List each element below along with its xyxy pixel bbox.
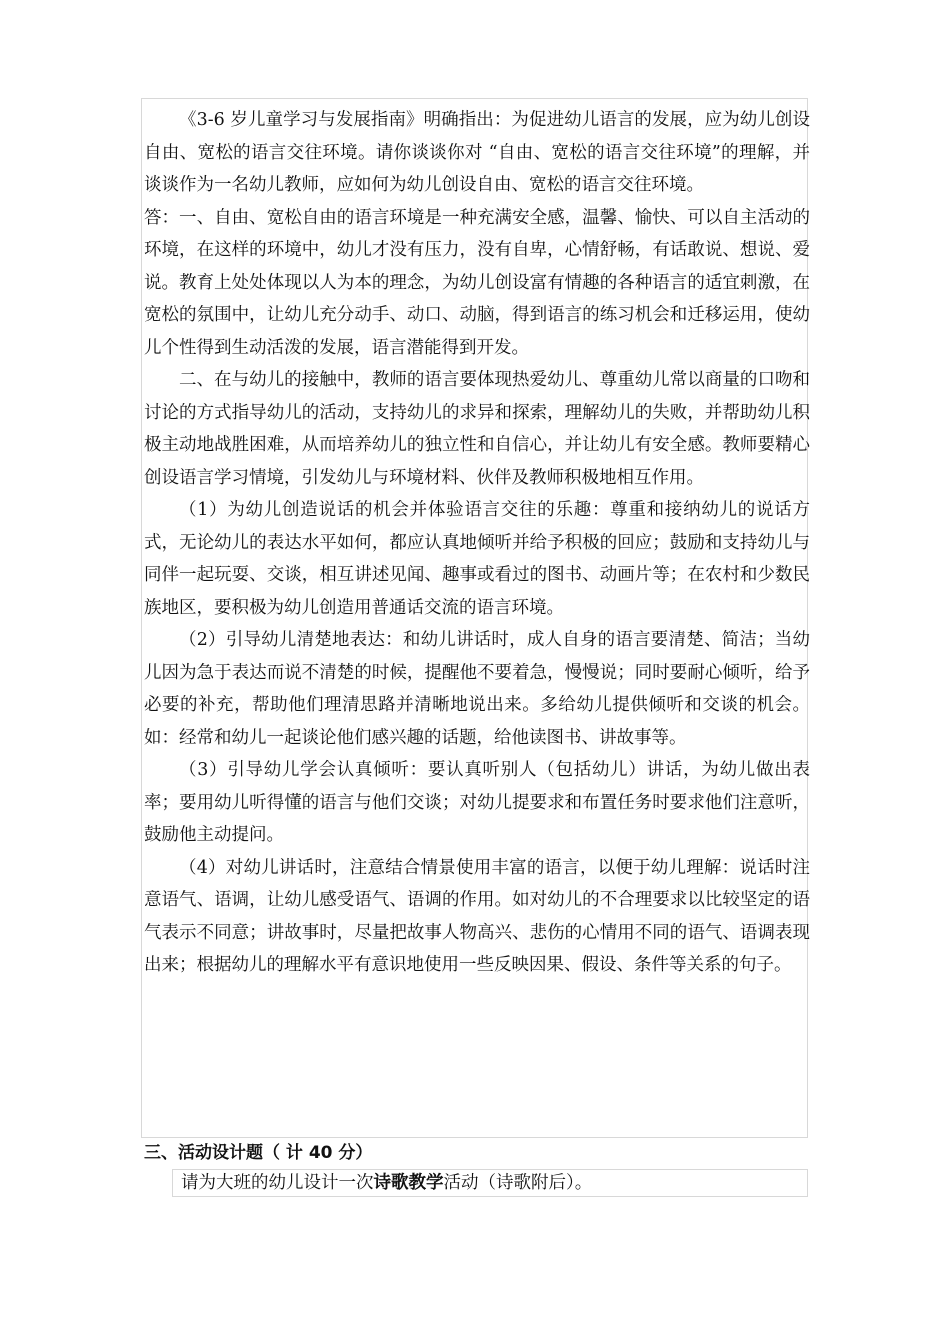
answer-paragraph-2: 二、在与幼儿的接触中，教师的语言要体现热爱幼儿、尊重幼儿常以商量的口吻和讨论的方式指导幼儿的活动，支持幼儿的求异和探索，理解幼儿的失败，并帮助幼儿积极主动地战胜困难，从而培养幼儿的独立性和自信心，并让幼儿有安全感。教师要精心创设语言学习情境，引发幼儿与环境材料、伙伴及教师积极地相互作用。 bbox=[144, 370, 810, 488]
answer-item-3: （3）引导幼儿学会认真倾听：要认真听别人（包括幼儿）讲话，为幼儿做出表率；要用幼儿听得懂的语言与他们交谈；对幼儿提要求和布置任务时要求他们注意听，鼓励他主动提问。 bbox=[144, 760, 810, 845]
section-title: 三、活动设计题（ 计 40 分） bbox=[144, 1143, 373, 1163]
question-answer-content bbox=[144, 104, 810, 982]
task-text-before: 请为大班的幼儿设计一次 bbox=[181, 1173, 374, 1193]
task-text-after: 活动（诗歌附后）。 bbox=[443, 1173, 593, 1193]
answer-item-2: （2）引导幼儿清楚地表达：和幼儿讲话时，成人自身的语言要清楚、简洁；当幼儿因为急于表达而说不清楚的时候，提醒他不要着急，慢慢说；同时要耐心倾听，给予必要的补充，帮助他们理清思路并清晰地说出来。多给幼儿提供倾听和交谈的机会。如：经常和幼儿一起谈论他们感兴趣的话题，给他读图书、讲故事等。 bbox=[144, 630, 810, 748]
answer-item-4: （4）对幼儿讲话时，注意结合情景使用丰富的语言，以便于幼儿理解：说话时注意语气、语调，让幼儿感受语气、语调的作用。如对幼儿的不合理要求以比较坚定的语气表示不同意；讲故事时，尽量把故事人物高兴、悲伤的心情用不同的语气、语调表现出来；根据幼儿的理解水平有意识地使用一些反映因果、假设、条件等关系的句子。 bbox=[144, 857, 810, 975]
answer-item-1: （1）为幼儿创造说话的机会并体验语言交往的乐趣：尊重和接纳幼儿的说话方式，无论幼儿的表达水平如何，都应认真地倾听并给予积极的回应；鼓励和支持幼儿与同伴一起玩耍、交谈，相互讲述见闻、趣事或看过的图书、动画片等；在农村和少数民族地区，要积极为幼儿创造用普通话交流的语言环境。 bbox=[144, 500, 810, 618]
activity-task bbox=[172, 1169, 808, 1197]
question-prompt: 《3-6 岁儿童学习与发展指南》明确指出：为促进幼儿语言的发展，应为幼儿创设自由、宽松的语言交往环境。请你谈谈你对 “自由、宽松的语言交往环境”的理解，并谈谈作为一名幼儿教师，应如何为幼儿创设自由、宽松的语言交往环境。 bbox=[144, 110, 810, 195]
answer-paragraph-1: 答：一、自由、宽松自由的语言环境是一种充满安全感，温馨、愉快、可以自主活动的环境，在这样的环境中，幼儿才没有压力，没有自卑，心情舒畅，有话敢说、想说、爱说。教育上处处体现以人为本的理念，为幼儿创设富有情趣的各种语言的适宜刺激，在宽松的氛围中，让幼儿充分动手、动口、动脑，得到语言的练习机会和迁移运用，使幼儿个性得到生动活泼的发展，语言潜能得到开发。 bbox=[144, 207, 810, 358]
task-text-bold: 诗歌教学 bbox=[373, 1173, 444, 1193]
